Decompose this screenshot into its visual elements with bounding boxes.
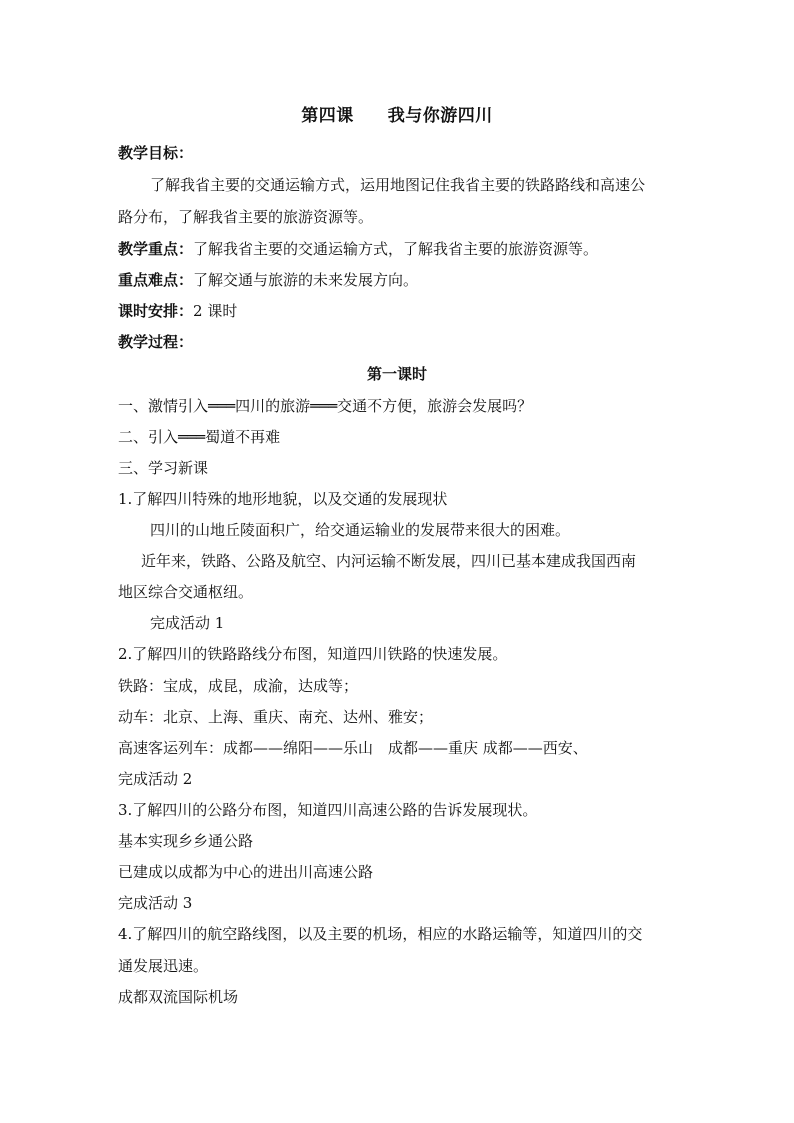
objectives-label: 教学目标： — [118, 144, 194, 162]
line-recent-years-2: 地区综合交通枢纽。 — [118, 583, 254, 601]
line-new-lesson: 三、学习新课 — [118, 459, 209, 477]
key-points-text: 了解我省主要的交通运输方式，了解我省主要的旅游资源等。 — [193, 240, 599, 258]
process-label: 教学过程： — [118, 333, 194, 351]
schedule-label: 课时安排： — [118, 302, 194, 320]
difficulties-label: 重点难点： — [118, 271, 194, 289]
key-points-label: 教学重点： — [118, 240, 194, 258]
line-activity-3: 完成活动 3 — [118, 894, 193, 912]
line-introduce: 二、引入═══蜀道不再难 — [118, 428, 281, 446]
line-activity-1: 完成活动 1 — [150, 614, 225, 632]
objectives-text-line1: 了解我省主要的交通运输方式，运用地图记住我省主要的铁路路线和高速公 — [150, 176, 646, 194]
line-village-roads: 基本实现乡乡通公路 — [118, 832, 254, 850]
schedule — [118, 301, 678, 321]
line-railways: 铁路：宝成，成昆，成渝，达成等； — [118, 677, 359, 695]
line-terrain: 四川的山地丘陵面积广，给交通运输业的发展带来很大的困难。 — [150, 521, 571, 539]
line-section-3: 3.了解四川的公路分布图，知道四川高速公路的告诉发展现状。 — [118, 801, 538, 819]
line-intro: 一、激情引入═══四川的旅游═══交通不方便，旅游会发展吗？ — [118, 397, 533, 415]
line-airport: 成都双流国际机场 — [118, 988, 239, 1006]
line-section-4-part2: 通发展迅速。 — [118, 957, 209, 975]
difficulties — [118, 270, 678, 290]
lesson-name: 我与你游四川 — [387, 106, 493, 126]
session1-heading: 第一课时 — [366, 365, 427, 383]
line-recent-years-1: 近年来，铁路、公路及航空、内河运输不断发展，四川已基本建成我国西南 — [141, 552, 637, 570]
line-express-trains: 高速客运列车：成都——绵阳——乐山 成都——重庆 成都——西安、 — [118, 739, 588, 757]
line-activity-2: 完成活动 2 — [118, 770, 193, 788]
line-section-2: 2.了解四川的铁路路线分布图，知道四川铁路的快速发展。 — [118, 645, 508, 663]
line-section-1: 1.了解四川特殊的地形地貌，以及交通的发展现状 — [118, 490, 448, 508]
key-points — [118, 239, 678, 259]
line-section-4-part1: 4.了解四川的航空路线图，以及主要的机场，相应的水路运输等，知道四川的交 — [118, 925, 643, 943]
line-expressways: 已建成以成都为中心的进出川高速公路 — [118, 863, 374, 881]
schedule-text: 2 课时 — [193, 302, 238, 320]
lesson-number: 第四课 — [301, 106, 354, 126]
difficulties-text: 了解交通与旅游的未来发展方向。 — [193, 271, 419, 289]
page-title — [0, 106, 794, 126]
line-bullet-trains: 动车：北京、上海、重庆、南充、达州、雅安； — [118, 708, 434, 726]
objectives-text-line2: 路分布，了解我省主要的旅游资源等。 — [118, 208, 374, 226]
